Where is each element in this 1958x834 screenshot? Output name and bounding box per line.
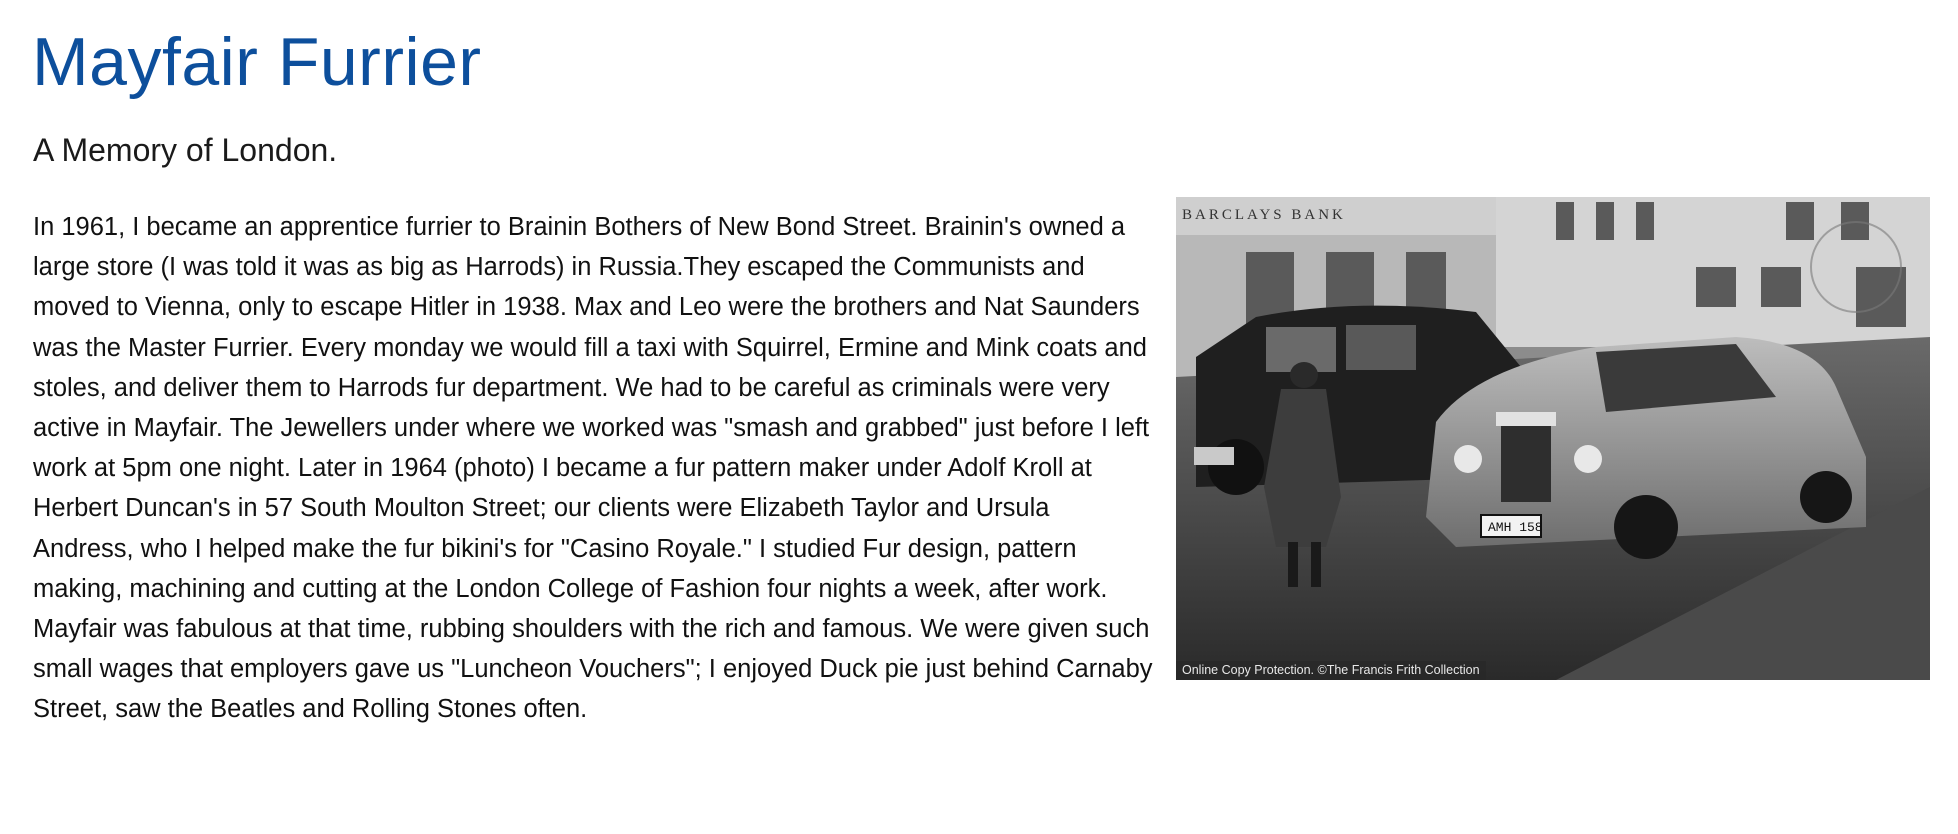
photo-caption: Online Copy Protection. ©The Francis Frith Collection (1176, 661, 1486, 680)
street-photo-illustration (1176, 197, 1930, 680)
story-text (33, 207, 1153, 730)
street-photo[interactable] (1176, 197, 1930, 680)
story-paragraph-1: In 1961, I became an apprentice furrier to Brainin Bothers of New Bond Street. Brainin's owned a large store (I was told it was as big as Harrods) in Russia.They escaped the Communists and moved to Vienna, only to escape Hitler in 1938. Max and Leo were the brothers and Nat Saunders was the Master Furrier. Every monday we would fill a taxi with Squirrel, Ermine and Mink coats and stoles, and deliver them to Harrods fur department. We had to be careful as criminals were very active in Mayfair. The Jewellers under where we worked was "smash and grabbed" just before I left work at 5pm one night. Later in 1964 (photo) I became a fur pattern maker under Adolf Kroll at Herbert Duncan's in 57 South Moulton Street; our clients were Elizabeth Taylor and Ursula Andress, who I helped make the fur bikini's for "Casino Royale." I studied Fur design, pattern making, machining and cutting at the London College of Fashion four nights a week, after work. (33, 213, 1150, 603)
bank-sign: BARCLAYS BANK (1182, 207, 1346, 223)
number-plate: AMH 158 (1488, 520, 1543, 535)
story-paragraph-2: Mayfair was fabulous at that time, rubbing shoulders with the rich and famous. We were given such small wages that employers gave us "Luncheon Vouchers"; I enjoyed Duck pie just behind Carnaby Street, saw the Beatles and Rolling Stones often. (33, 615, 1153, 724)
page-subtitle: A Memory of London. (33, 132, 338, 168)
page-title: Mayfair Furrier (32, 24, 482, 100)
